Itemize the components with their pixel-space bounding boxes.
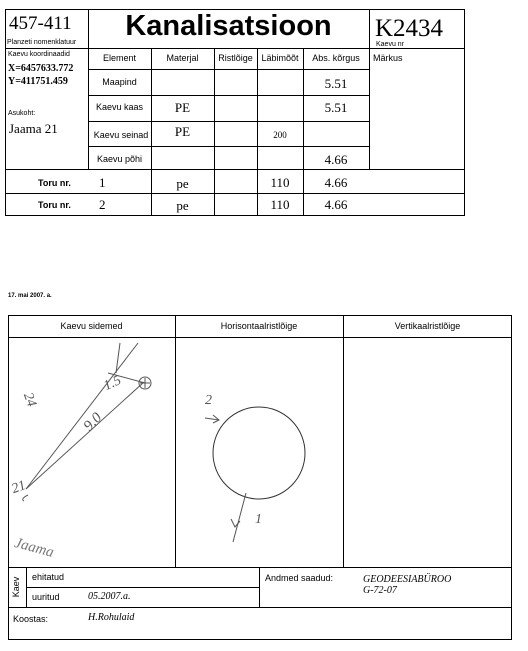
document-date: 17. mai 2007. a. <box>8 293 52 299</box>
pipe-label: Toru nr. <box>38 178 71 188</box>
hand-distance-15: 1.5 <box>101 373 124 395</box>
hand-pipe-2: 2 <box>205 393 212 408</box>
pipe-number: 2 <box>99 197 106 212</box>
pipe-number: 1 <box>99 175 106 190</box>
row-element: Kaevu kaas <box>95 102 144 112</box>
sketch-col-ties: Kaevu sidemed <box>60 321 123 331</box>
col-header-cross: Ristlõige <box>218 53 253 63</box>
surveyed-date: 05.2007.a. <box>88 591 131 602</box>
col-header-element: Element <box>102 53 137 63</box>
footer-top-divider <box>8 567 512 568</box>
kaev-label: Kaev <box>11 576 21 598</box>
hand-distance-90: 9.0 <box>80 409 106 435</box>
row-material: PE <box>174 100 191 115</box>
row-divider-5 <box>5 169 465 170</box>
footer-mid-divider <box>26 587 259 588</box>
col-divider-2 <box>214 48 215 216</box>
header-divider <box>5 48 465 49</box>
data-source-line-2: G-72-07 <box>363 585 397 596</box>
coord-x: X=6457633.772 <box>8 63 74 74</box>
col-header-material: Materjal <box>166 53 199 63</box>
row-divider-1 <box>88 69 369 70</box>
page-title: Kanalisatsioon <box>125 10 332 42</box>
hand-pipe-1: 1 <box>255 512 262 527</box>
pipe-material: pe <box>176 176 189 191</box>
surveyed-label: uuritud <box>32 592 60 602</box>
pipe-abs: 4.66 <box>324 197 348 212</box>
col-header-abs: Abs. kõrgus <box>312 53 360 63</box>
footer-mid-vertical <box>259 567 260 607</box>
row-abs: 5.51 <box>324 100 348 115</box>
row-diameter: 200 <box>273 130 287 140</box>
hand-building-21: 21 <box>9 478 28 497</box>
location-value: Jaama 21 <box>9 121 58 136</box>
pipe-diameter: 110 <box>270 197 290 212</box>
location-label: Asukoht: <box>8 110 36 117</box>
compiled-label: Koostas: <box>13 614 49 624</box>
hand-street-jaama: Jaama <box>12 535 56 561</box>
row-divider-2 <box>88 95 369 96</box>
pipe-label: Toru nr. <box>38 200 71 210</box>
row-divider-4 <box>88 146 369 147</box>
row-abs: 5.51 <box>324 76 348 91</box>
plan-number: 457-411 <box>9 13 72 34</box>
data-source-label: Andmed saadud: <box>265 573 334 583</box>
compiled-by: H.Rohulaid <box>88 612 135 623</box>
row-material: PE <box>174 124 191 139</box>
row-abs: 4.66 <box>324 152 348 167</box>
pipe-diameter: 110 <box>270 175 290 190</box>
header-right-divider <box>369 9 370 169</box>
col-header-diameter: Läbimõõt <box>261 53 299 63</box>
footer-kaev-divider <box>26 567 27 607</box>
horizontal-section-sketch <box>175 337 343 567</box>
row-element: Maapind <box>102 77 137 87</box>
row-divider-6 <box>5 193 465 194</box>
pipe-abs: 4.66 <box>324 175 348 190</box>
ties-sketch <box>8 337 175 567</box>
pipe-material: pe <box>176 198 189 213</box>
footer-bottom-divider <box>8 607 512 608</box>
row-element: Kaevu põhi <box>96 154 143 164</box>
well-number: K2434 <box>375 15 444 42</box>
coords-label: Kaevu koordinaadid <box>8 51 70 58</box>
row-element: Kaevu seinad <box>93 130 149 140</box>
coord-y: Y=411751.459 <box>8 76 68 87</box>
notes-label: Märkus <box>373 53 403 63</box>
plan-number-label: Planzeti nomenklatuur <box>7 39 77 46</box>
well-number-label: Kaevu nr <box>376 41 405 48</box>
sketch-col-horizontal: Horisontaalristlõige <box>220 321 298 331</box>
sketch-col-divider-2 <box>343 315 344 567</box>
built-label: ehitatud <box>32 572 65 582</box>
hand-building-24: 24 <box>20 390 39 409</box>
sketch-col-vertical: Vertikaalristlõige <box>394 321 461 331</box>
row-divider-3 <box>88 121 369 122</box>
data-source-line-1: GEODEESIABÜROO <box>363 574 452 585</box>
